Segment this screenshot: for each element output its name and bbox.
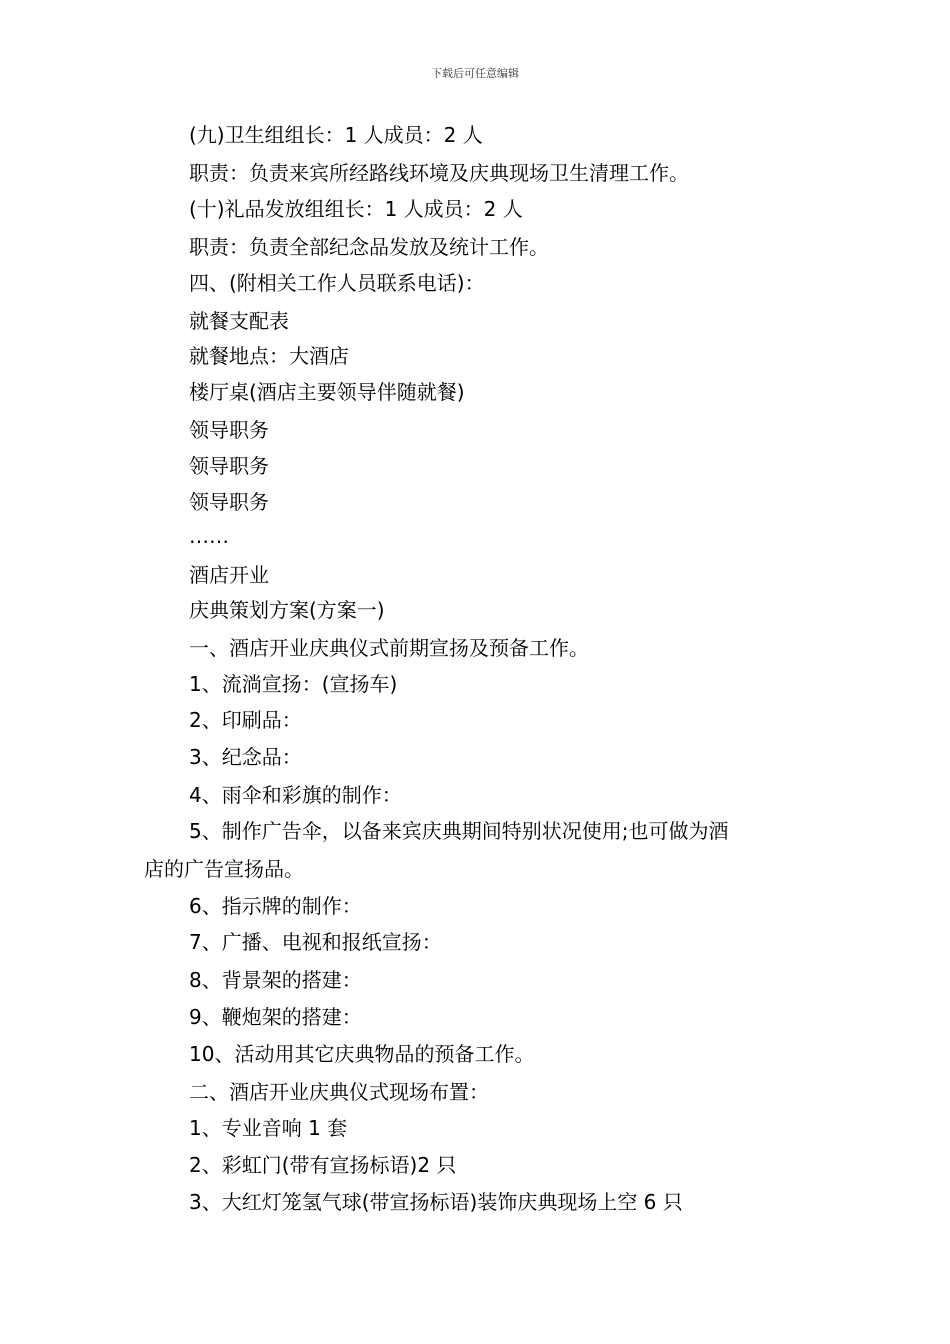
- text-line: 职责：负责来宾所经路线环境及庆典现场卫生清理工作。: [189, 161, 689, 185]
- section-heading: 二、酒店开业庆典仪式现场布置：: [189, 1080, 489, 1104]
- list-item: 4、雨伞和彩旗的制作：: [189, 783, 402, 807]
- list-item: 6、指示牌的制作：: [189, 894, 362, 918]
- list-item-continuation: 店的广告宣扬品。: [144, 857, 304, 881]
- list-item: 9、鞭炮架的搭建：: [189, 1005, 362, 1029]
- list-item: 2、彩虹门(带有宣扬标语)2 只: [189, 1153, 457, 1177]
- text-line: 职责：负责全部纪念品发放及统计工作。: [189, 235, 549, 259]
- text-line: 楼厅桌(酒店主要领导伴随就餐): [189, 380, 465, 404]
- list-item: 3、大红灯笼氢气球(带宣扬标语)装饰庆典现场上空 6 只: [189, 1190, 683, 1214]
- list-item: 2、印刷品：: [189, 708, 302, 732]
- text-line: 领导职务: [189, 418, 269, 442]
- text-line: (九)卫生组组长：1 人成员：2 人: [189, 123, 483, 147]
- list-item: 7、广播、电视和报纸宣扬：: [189, 930, 442, 954]
- text-line: 就餐地点：大酒店: [189, 344, 349, 368]
- text-line: 四、(附相关工作人员联系电话)：: [189, 271, 485, 295]
- list-item: 1、专业音响 1 套: [189, 1116, 348, 1140]
- list-item: 1、流淌宣扬：(宣扬车): [189, 672, 398, 696]
- text-line: 庆典策划方案(方案一): [189, 598, 385, 622]
- list-item: 5、制作广告伞，以备来宾庆典期间特别状况使用;也可做为酒: [189, 819, 729, 843]
- list-item: 3、纪念品：: [189, 745, 302, 769]
- text-line: 领导职务: [189, 454, 269, 478]
- section-heading: 一、酒店开业庆典仪式前期宣扬及预备工作。: [189, 636, 589, 660]
- text-line: 领导职务: [189, 490, 269, 514]
- list-item: 10、活动用其它庆典物品的预备工作。: [189, 1042, 535, 1066]
- list-item: 8、背景架的搭建：: [189, 968, 362, 992]
- text-line: 就餐支配表: [189, 309, 289, 333]
- text-line: 酒店开业: [189, 563, 269, 587]
- ellipsis-line: ……: [189, 524, 229, 548]
- text-line: (十)礼品发放组组长：1 人成员：2 人: [189, 197, 523, 221]
- page-header: 下载后可任意编辑: [431, 67, 519, 80]
